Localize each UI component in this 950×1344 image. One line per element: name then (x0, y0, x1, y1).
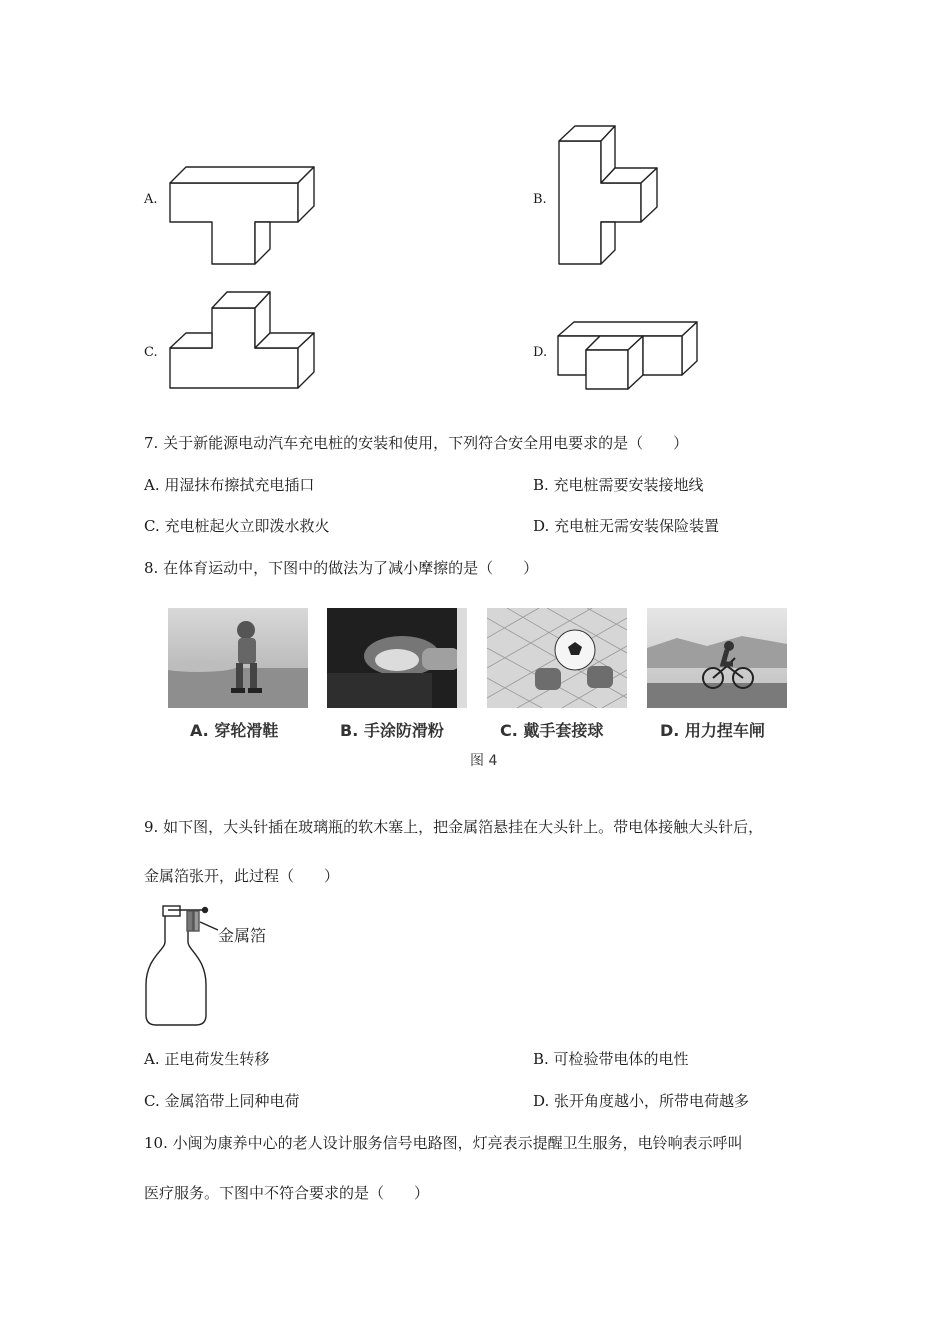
option-label-c: C. (144, 345, 158, 360)
option-label-b: B. (533, 192, 547, 207)
q9-option-b: B. 可检验带电体的电性 (533, 1050, 689, 1068)
q7-option-d: D. 充电桩无需安装保险装置 (533, 517, 720, 535)
q9-option-a: A. 正电荷发生转移 (144, 1050, 270, 1068)
q10-stem-line1: 10. 小闽为康养中心的老人设计服务信号电路图，灯亮表示提醒卫生服务，电铃响表示呼叫 (144, 1134, 743, 1152)
caption-b: B. 手涂防滑粉 (340, 721, 444, 740)
caption-d: D. 用力捏车闸 (660, 721, 765, 740)
option-label-a: A. (144, 192, 158, 207)
option-label-d: D. (533, 345, 548, 360)
q8-stem: 8. 在体育运动中，下图中的做法为了减小摩擦的是（ ） (144, 559, 539, 577)
q9-stem-line1: 9. 如下图，大头针插在玻璃瓶的软木塞上，把金属箔悬挂在大头针上。带电体接触大头针后， (144, 818, 764, 836)
q7-stem: 7. 关于新能源电动汽车充电桩的安装和使用，下列符合安全用电要求的是（ ） (144, 434, 689, 452)
q7-option-b: B. 充电桩需要安装接地线 (533, 476, 704, 494)
figure-4-label: 图 4 (470, 753, 498, 769)
caption-c: C. 戴手套接球 (500, 721, 604, 740)
foil-label: 金属箔 (218, 926, 267, 945)
q9-option-d: D. 张开角度越小，所带电荷越多 (533, 1092, 750, 1110)
q9-stem-line2: 金属箔张开，此过程（ ） (144, 867, 340, 885)
q10-stem-line2: 医疗服务。下图中不符合要求的是（ ） (144, 1184, 430, 1202)
caption-a: A. 穿轮滑鞋 (190, 721, 279, 740)
q7-option-a: A. 用湿抹布擦拭充电插口 (144, 476, 315, 494)
q9-option-c: C. 金属箔带上同种电荷 (144, 1092, 300, 1110)
q7-option-c: C. 充电桩起火立即泼水救火 (144, 517, 330, 535)
